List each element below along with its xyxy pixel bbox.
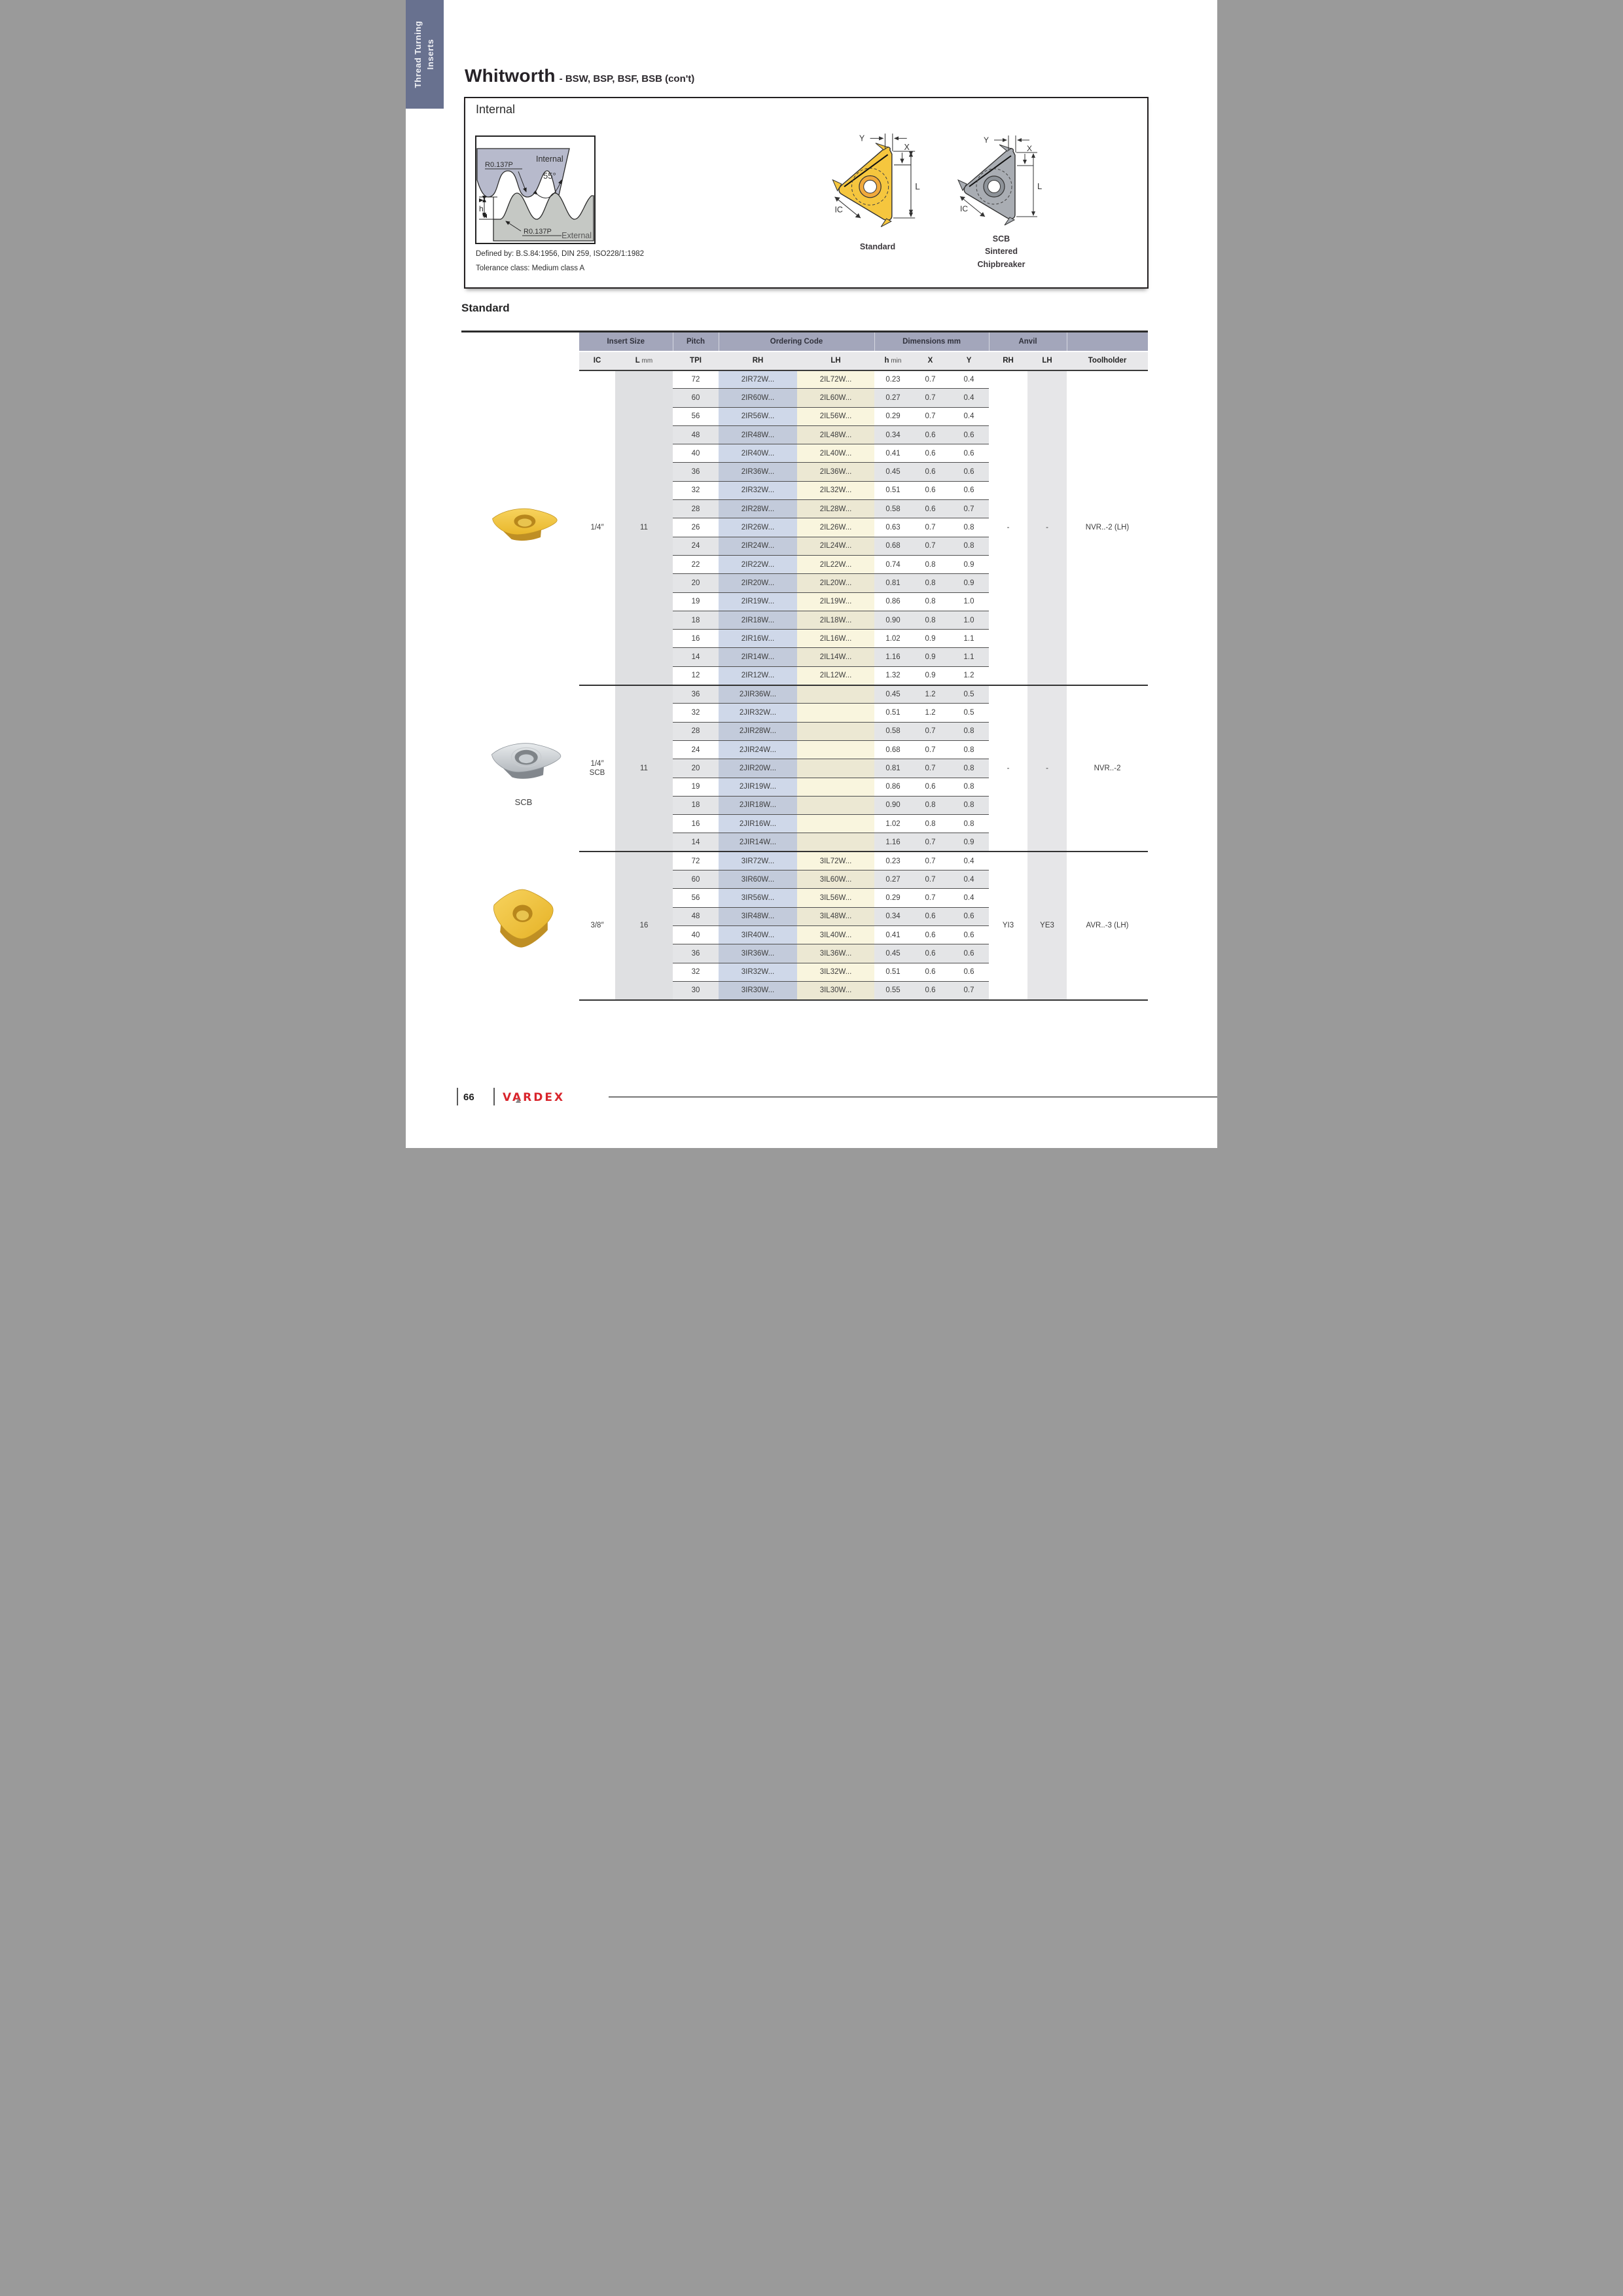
cell-h-min: 0.34 [874,907,912,925]
cell-y: 0.5 [949,685,989,704]
cell-y: 0.8 [949,537,989,555]
cell-tpi: 28 [673,500,719,518]
column-header-h-5: h min [874,351,912,370]
cell-x: 0.7 [912,537,949,555]
cell-h-min: 0.81 [874,574,912,592]
cell-ordering-code-lh [797,722,874,740]
cell-tpi: 56 [673,407,719,425]
scb-photo-label: SCB [514,797,533,807]
cell-insert-size-l: 16 [615,852,673,999]
cell-h-min: 0.74 [874,555,912,573]
internal-fill-label: Internal [536,154,563,164]
cell-ordering-code-lh: 2IL36W... [797,463,874,481]
cell-x: 0.7 [912,407,949,425]
cell-h-min: 0.55 [874,981,912,999]
table-row [579,370,1148,389]
cell-h-min: 0.45 [874,463,912,481]
cell-y: 0.4 [949,852,989,870]
cell-h-min: 0.81 [874,759,912,778]
cell-y: 0.4 [949,889,989,907]
cell-ordering-code-rh: 3IR40W... [719,925,797,944]
cell-ordering-code-rh: 3IR32W... [719,963,797,981]
cell-tpi: 12 [673,666,719,685]
r-bottom-label: R0.137P [524,228,552,236]
cell-h-min: 0.41 [874,444,912,463]
cell-h-min: 0.23 [874,852,912,870]
cell-y: 0.6 [949,444,989,463]
cell-ordering-code-lh: 3IL48W... [797,907,874,925]
vardex-logo-text: VARDEX [503,1091,565,1104]
column-header-l-1: L mm [615,351,673,370]
cell-x: 0.7 [912,518,949,537]
cell-ordering-code-lh: 3IL60W... [797,870,874,889]
cell-x: 0.7 [912,852,949,870]
cell-h-min: 0.45 [874,685,912,704]
cell-y: 0.4 [949,870,989,889]
cell-x: 0.6 [912,444,949,463]
cell-y: 0.6 [949,463,989,481]
cell-y: 0.7 [949,500,989,518]
cell-anvil-rh: YI3 [989,852,1027,999]
angle-label: 55° [543,171,556,181]
cell-x: 0.9 [912,648,949,666]
cell-ordering-code-rh: 2IR18W... [719,611,797,629]
cell-y: 1.0 [949,592,989,611]
cell-y: 0.6 [949,925,989,944]
cell-tpi: 30 [673,981,719,999]
cell-ordering-code-lh: 2IL72W... [797,370,874,389]
cell-y: 0.4 [949,389,989,407]
cell-tpi: 24 [673,740,719,759]
scb-caption-line1: SCB [992,234,1010,243]
cell-ordering-code-rh: 2IR60W... [719,389,797,407]
cell-ordering-code-rh: 3IR30W... [719,981,797,999]
group-header-ordering-code: Ordering Code [719,332,874,351]
cell-h-min: 0.45 [874,944,912,963]
cell-h-min: 0.29 [874,407,912,425]
table-row [579,685,1148,704]
scb-caption [952,233,1050,271]
cell-tpi: 32 [673,704,719,722]
insert-photo-three-eighths-inch [484,885,560,953]
cell-h-min: 0.68 [874,537,912,555]
cell-x: 0.7 [912,870,949,889]
cell-ordering-code-rh: 2IR56W... [719,407,797,425]
cell-h-min: 0.58 [874,500,912,518]
column-header-toolholder-10: Toolholder [1067,351,1148,370]
cell-tpi: 36 [673,944,719,963]
cell-h-min: 1.16 [874,833,912,852]
cell-h-min: 0.23 [874,370,912,389]
cell-anvil-lh: YE3 [1027,852,1067,999]
cell-tpi: 40 [673,444,719,463]
cell-ordering-code-lh [797,685,874,704]
cell-ordering-code-lh: 2IL32W... [797,481,874,499]
insert-photo-scb [483,740,564,780]
cell-x: 0.7 [912,389,949,407]
cell-tpi: 60 [673,870,719,889]
cell-ordering-code-rh: 2IR16W... [719,630,797,648]
cell-ordering-code-lh: 3IL56W... [797,889,874,907]
cell-ordering-code-rh: 2IR32W... [719,481,797,499]
cell-tpi: 14 [673,833,719,852]
cell-y: 0.6 [949,425,989,444]
cell-anvil-rh: - [989,370,1027,685]
cell-ordering-code-lh: 2IL19W... [797,592,874,611]
insert-photo-quarter-inch [484,505,560,542]
cell-anvil-lh: - [1027,370,1067,685]
cell-ordering-code-lh [797,778,874,796]
column-header-rh-8: RH [989,351,1027,370]
dim-x-label: X [1027,144,1033,153]
group-header-blank [1067,332,1148,351]
cell-tpi: 72 [673,852,719,870]
cell-tpi: 22 [673,555,719,573]
cell-y: 0.6 [949,907,989,925]
cell-toolholder: AVR..-3 (LH) [1067,852,1148,999]
cell-ordering-code-rh: 2JIR14W... [719,833,797,852]
cell-x: 0.8 [912,592,949,611]
cell-x: 0.8 [912,796,949,814]
cell-ordering-code-lh: 2IL12W... [797,666,874,685]
cell-h-min: 1.32 [874,666,912,685]
cell-h-min: 0.41 [874,925,912,944]
cell-ordering-code-rh: 2IR72W... [719,370,797,389]
cell-ordering-code-lh [797,759,874,778]
cell-h-min: 0.63 [874,518,912,537]
cell-h-min: 0.29 [874,889,912,907]
group-header-anvil: Anvil [989,332,1067,351]
cell-ordering-code-rh: 2IR12W... [719,666,797,685]
cell-ordering-code-lh: 2IL56W... [797,407,874,425]
cell-ordering-code-rh: 3IR36W... [719,944,797,963]
cell-ordering-code-lh: 2IL28W... [797,500,874,518]
cell-h-min: 0.51 [874,963,912,981]
scb-caption-line2: Sintered [984,247,1018,257]
cell-ordering-code-rh: 2IR14W... [719,648,797,666]
footer-divider-2 [493,1088,495,1105]
dim-y-label: Y [983,135,989,145]
cell-toolholder: NVR..-2 [1067,685,1148,852]
cell-h-min: 0.90 [874,796,912,814]
cell-ordering-code-lh: 2IL48W... [797,425,874,444]
cell-x: 0.7 [912,370,949,389]
cell-ordering-code-rh: 3IR56W... [719,889,797,907]
cell-x: 0.6 [912,907,949,925]
cell-h-min: 0.27 [874,870,912,889]
cell-ordering-code-rh: 2IR28W... [719,500,797,518]
cell-ordering-code-rh: 3IR72W... [719,852,797,870]
dim-l-label: L [915,181,920,192]
cell-ordering-code-rh: 2JIR36W... [719,685,797,704]
cell-tpi: 16 [673,815,719,833]
thread-profile-diagram [475,135,596,244]
column-header-rh-3: RH [719,351,797,370]
column-header-lh-4: LH [797,351,874,370]
cell-y: 0.8 [949,518,989,537]
cell-ordering-code-rh: 2JIR32W... [719,704,797,722]
h-dim-label: h [479,204,484,213]
table-row [579,852,1148,870]
cell-ordering-code-rh: 2JIR28W... [719,722,797,740]
cell-h-min: 1.16 [874,648,912,666]
cell-x: 0.6 [912,481,949,499]
cell-h-min: 0.27 [874,389,912,407]
sidebar-tab-line1: Thread Turning [413,20,423,88]
cell-insert-size-l: 11 [615,370,673,685]
page-title [465,65,694,86]
cell-x: 0.7 [912,759,949,778]
external-fill-label: External [562,231,592,240]
dim-ic-label: IC [960,204,968,213]
cell-y: 0.8 [949,815,989,833]
dim-x-label: X [904,143,910,152]
cell-x: 0.7 [912,833,949,852]
column-header-tpi-2: TPI [673,351,719,370]
cell-ordering-code-lh: 3IL30W... [797,981,874,999]
cell-anvil-rh: - [989,685,1027,852]
cell-ordering-code-rh: 2IR48W... [719,425,797,444]
cell-h-min: 0.68 [874,740,912,759]
cell-tpi: 18 [673,796,719,814]
dim-y-label: Y [859,134,865,143]
cell-x: 0.8 [912,611,949,629]
footer-rule [609,1096,1217,1098]
cell-x: 0.6 [912,425,949,444]
cell-h-min: 0.86 [874,592,912,611]
cell-x: 0.7 [912,722,949,740]
cell-ordering-code-rh: 2IR19W... [719,592,797,611]
cell-anvil-lh: - [1027,685,1067,852]
cell-y: 0.9 [949,574,989,592]
cell-y: 0.5 [949,704,989,722]
cell-ordering-code-lh: 3IL36W... [797,944,874,963]
cell-ordering-code-lh: 2IL16W... [797,630,874,648]
column-header-x-6: X [912,351,949,370]
group-header-pitch: Pitch [673,332,719,351]
cell-tpi: 19 [673,778,719,796]
column-header-ic-0: IC [579,351,615,370]
cell-ordering-code-lh: 2IL60W... [797,389,874,407]
cell-x: 0.6 [912,981,949,999]
cell-tpi: 40 [673,925,719,944]
cell-y: 0.8 [949,759,989,778]
cell-x: 0.6 [912,778,949,796]
cell-tpi: 20 [673,759,719,778]
page-number: 66 [463,1092,474,1103]
cell-tpi: 32 [673,963,719,981]
page-title-main: Whitworth [465,65,556,86]
cell-y: 0.8 [949,722,989,740]
cell-y: 0.9 [949,833,989,852]
cell-tpi: 26 [673,518,719,537]
cell-y: 0.6 [949,944,989,963]
cell-x: 0.8 [912,555,949,573]
cell-x: 0.9 [912,630,949,648]
cell-tpi: 28 [673,722,719,740]
cell-h-min: 0.34 [874,425,912,444]
cell-ordering-code-lh: 2IL24W... [797,537,874,555]
cell-ordering-code-rh: 3IR60W... [719,870,797,889]
cell-h-min: 0.51 [874,481,912,499]
cell-ordering-code-rh: 2IR26W... [719,518,797,537]
cell-y: 0.4 [949,370,989,389]
cell-tpi: 18 [673,611,719,629]
cell-ordering-code-lh: 2IL22W... [797,555,874,573]
cell-ordering-code-rh: 2JIR16W... [719,815,797,833]
internal-heading: Internal [476,103,516,116]
cell-tpi: 48 [673,425,719,444]
cell-x: 1.2 [912,704,949,722]
cell-tpi: 32 [673,481,719,499]
cell-insert-size-ic: 1/4″ SCB [579,685,615,852]
standard-insert-drawing [827,132,929,234]
cell-tpi: 60 [673,389,719,407]
cell-tpi: 19 [673,592,719,611]
cell-x: 0.9 [912,666,949,685]
cell-ordering-code-rh: 2JIR19W... [719,778,797,796]
cell-x: 0.6 [912,963,949,981]
cell-y: 1.2 [949,666,989,685]
cell-x: 0.7 [912,889,949,907]
cell-ordering-code-lh: 2IL20W... [797,574,874,592]
group-header-insert-size: Insert Size [579,332,673,351]
section-heading-standard: Standard [461,302,510,314]
cell-tpi: 24 [673,537,719,555]
cell-x: 1.2 [912,685,949,704]
cell-tpi: 36 [673,463,719,481]
cell-tpi: 72 [673,370,719,389]
cell-y: 0.8 [949,740,989,759]
cell-y: 0.6 [949,963,989,981]
cell-ordering-code-rh: 2IR36W... [719,463,797,481]
sidebar-tab-line2: Inserts [425,39,435,70]
logo-triangle-icon [516,1098,521,1103]
cell-h-min: 0.86 [874,778,912,796]
footer-divider-1 [457,1088,458,1105]
cell-ordering-code-rh: 2IR24W... [719,537,797,555]
cell-ordering-code-lh [797,833,874,852]
cell-h-min: 0.51 [874,704,912,722]
cell-y: 0.9 [949,555,989,573]
cell-tpi: 16 [673,630,719,648]
cell-insert-size-ic: 3/8″ [579,852,615,999]
cell-tpi: 56 [673,889,719,907]
cell-x: 0.6 [912,944,949,963]
defined-by-text: Defined by: B.S.84:1956, DIN 259, ISO228/1:1982 [476,250,645,258]
cell-ordering-code-rh: 2IR40W... [719,444,797,463]
dim-l-label: L [1037,181,1043,191]
standard-caption: Standard [859,242,896,251]
cell-h-min: 1.02 [874,815,912,833]
r-top-label: R0.137P [485,161,513,169]
tolerance-text: Tolerance class: Medium class A [476,264,585,272]
scb-caption-line3: Chipbreaker [977,259,1026,269]
column-header-lh-9: LH [1027,351,1067,370]
cell-tpi: 48 [673,907,719,925]
cell-y: 1.1 [949,648,989,666]
cell-ordering-code-rh: 2IR22W... [719,555,797,573]
cell-ordering-code-rh: 2IR20W... [719,574,797,592]
cell-x: 0.8 [912,815,949,833]
sidebar-tab-text [406,0,444,109]
vardex-logo [503,1091,565,1104]
column-header-y-7: Y [949,351,989,370]
catalog-page [406,0,1217,1148]
cell-tpi: 36 [673,685,719,704]
cell-y: 0.8 [949,778,989,796]
cell-ordering-code-lh: 3IL32W... [797,963,874,981]
cell-ordering-code-lh: 2IL14W... [797,648,874,666]
cell-ordering-code-lh [797,704,874,722]
cell-ordering-code-lh [797,815,874,833]
cell-x: 0.6 [912,463,949,481]
cell-y: 1.1 [949,630,989,648]
cell-x: 0.7 [912,740,949,759]
cell-x: 0.8 [912,574,949,592]
cell-ordering-code-lh: 3IL72W... [797,852,874,870]
cell-y: 0.6 [949,481,989,499]
cell-ordering-code-lh: 2IL26W... [797,518,874,537]
cell-y: 0.8 [949,796,989,814]
cell-insert-size-ic: 1/4″ [579,370,615,685]
dim-ic-label: IC [834,205,843,215]
cell-h-min: 0.90 [874,611,912,629]
cell-ordering-code-rh: 2JIR18W... [719,796,797,814]
cell-ordering-code-lh: 2IL18W... [797,611,874,629]
cell-insert-size-l: 11 [615,685,673,852]
cell-y: 1.0 [949,611,989,629]
cell-ordering-code-lh: 2IL40W... [797,444,874,463]
cell-ordering-code-lh: 3IL40W... [797,925,874,944]
cell-ordering-code-lh [797,740,874,759]
cell-x: 0.6 [912,925,949,944]
cell-h-min: 0.58 [874,722,912,740]
sidebar-tab-thread-turning-inserts [406,0,444,109]
cell-ordering-code-rh: 2JIR24W... [719,740,797,759]
group-header-dimensions-mm: Dimensions mm [874,332,989,351]
cell-ordering-code-lh [797,796,874,814]
insert-data-table [579,332,1148,1001]
cell-y: 0.7 [949,981,989,999]
scb-insert-drawing [952,132,1050,234]
cell-h-min: 1.02 [874,630,912,648]
cell-ordering-code-rh: 3IR48W... [719,907,797,925]
cell-x: 0.6 [912,500,949,518]
cell-tpi: 20 [673,574,719,592]
page-title-subtitle: - BSW, BSP, BSF, BSB (con't) [559,73,695,84]
cell-toolholder: NVR..-2 (LH) [1067,370,1148,685]
cell-ordering-code-rh: 2JIR20W... [719,759,797,778]
internal-section-box [464,97,1149,289]
cell-tpi: 14 [673,648,719,666]
cell-y: 0.4 [949,407,989,425]
